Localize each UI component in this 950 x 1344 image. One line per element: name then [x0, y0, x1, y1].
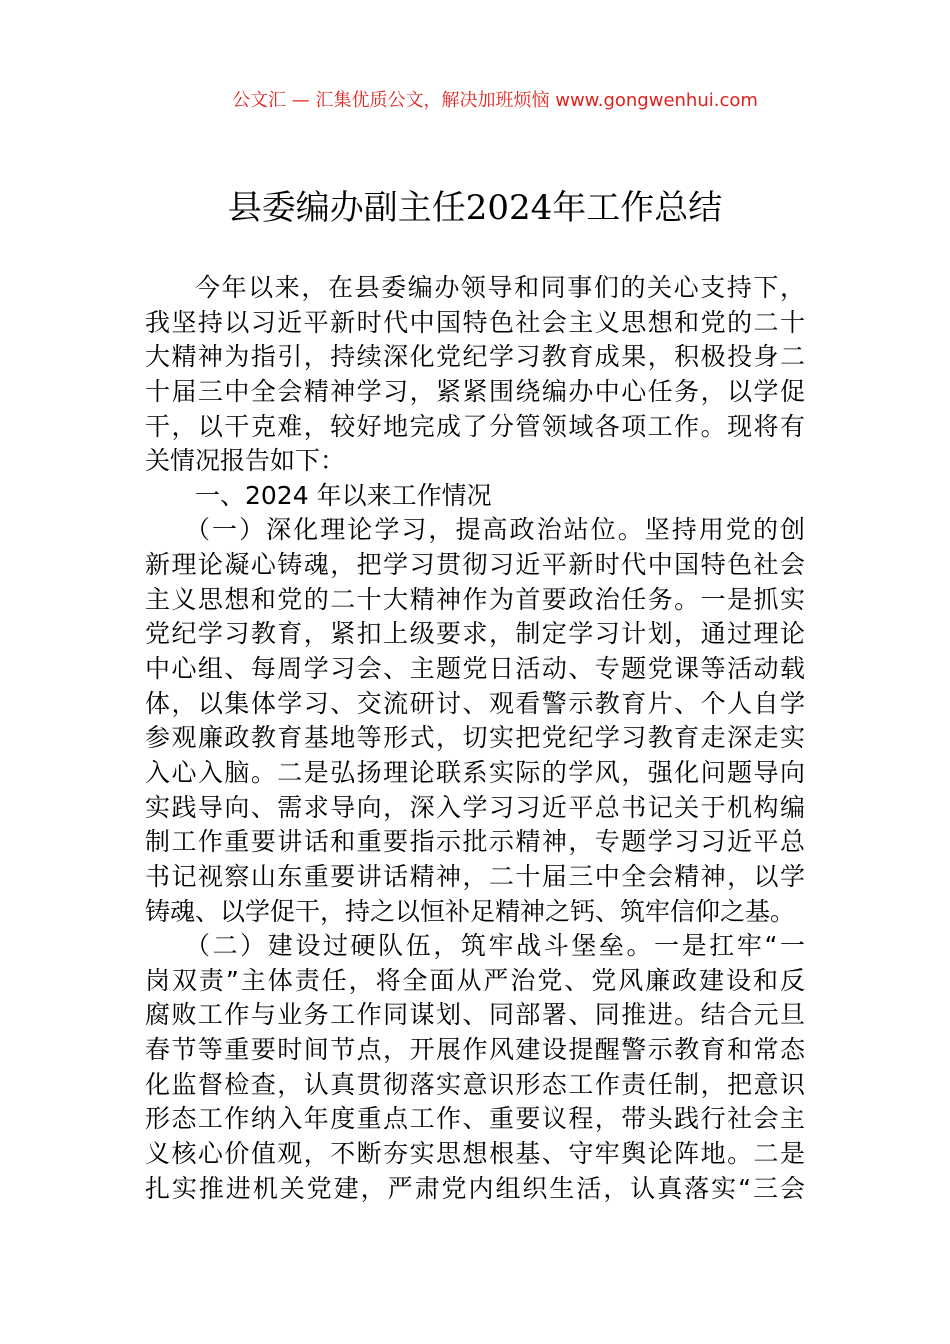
- text-line: （二）建设过硬队伍，筑牢战斗堡垒。一是扛牢“一: [185, 931, 805, 961]
- text-line: 大精神为指引，持续深化党纪学习教育成果，积极投身二: [145, 342, 805, 372]
- text-line: 入心入脑。二是弘扬理论联系实际的学风，强化问题导向: [145, 757, 805, 787]
- text-line: 书记视察山东重要讲话精神，二十届三中全会精神，以学: [145, 861, 805, 891]
- text-line: 义核心价值观，不断夯实思想根基、守牢舆论阵地。二是: [145, 1139, 805, 1169]
- text-line: （一）深化理论学习，提高政治站位。坚持用党的创: [185, 515, 805, 545]
- section-heading: [145, 479, 805, 514]
- text-line: 十届三中全会精神学习，紧紧围绕编办中心任务，以学促: [145, 376, 805, 406]
- document-title: 县委编办副主任2024年工作总结: [227, 188, 723, 228]
- text-line: 形态工作纳入年度重点工作、重要议程，带头践行社会主: [145, 1104, 805, 1134]
- watermark-header: 公文汇 — 汇集优质公文，解决加班烦恼 www.gongwenhui.com: [232, 90, 758, 111]
- text-line: 参观廉政教育基地等形式，切实把党纪学习教育走深走实: [145, 723, 805, 753]
- paragraph: [145, 271, 805, 479]
- text-line: 今年以来，在县委编办领导和同事们的关心支持下，: [195, 273, 805, 302]
- text-line: 腐败工作与业务工作同谋划、同部署、同推进。结合元旦: [145, 1000, 805, 1030]
- text-line: 化监督检查，认真贯彻落实意识形态工作责任制，把意识: [145, 1069, 805, 1099]
- text-line: 中心组、每周学习会、主题党日活动、专题党课等活动载: [145, 654, 805, 684]
- text-line: 岗双责”主体责任，将全面从严治党、党风廉政建设和反: [145, 965, 805, 995]
- text-line: 新理论凝心铸魂，把学习贯彻习近平新时代中国特色社会: [145, 550, 805, 580]
- paragraph: [145, 929, 805, 1206]
- text-line: 我坚持以习近平新时代中国特色社会主义思想和党的二十: [145, 307, 805, 337]
- text-line: 铸魂、以学促干，持之以恒补足精神之钙、筑牢信仰之基。: [145, 896, 796, 926]
- text-line: 关情况报告如下：: [145, 446, 346, 476]
- text-line: 春节等重要时间节点，开展作风建设提醒警示教育和常态: [145, 1035, 805, 1065]
- text-line: 实践导向、需求导向，深入学习习近平总书记关于机构编: [145, 792, 805, 822]
- text-line: 体，以集体学习、交流研讨、观看警示教育片、个人自学: [145, 688, 805, 718]
- text-line: 制工作重要讲话和重要指示批示精神，专题学习习近平总: [145, 827, 805, 857]
- paragraph: [145, 513, 805, 929]
- text-line: 主义思想和党的二十大精神作为首要政治任务。一是抓实: [145, 584, 805, 614]
- text-line: 干，以干克难，较好地完成了分管领域各项工作。现将有: [145, 411, 805, 441]
- text-line: 扎实推进机关党建，严肃党内组织生活，认真落实“三会: [145, 1173, 805, 1203]
- text-line: 一、2024 年以来工作情况: [195, 480, 492, 510]
- document-body: [145, 271, 805, 1206]
- text-line: 党纪学习教育，紧扣上级要求，制定学习计划，通过理论: [145, 619, 805, 649]
